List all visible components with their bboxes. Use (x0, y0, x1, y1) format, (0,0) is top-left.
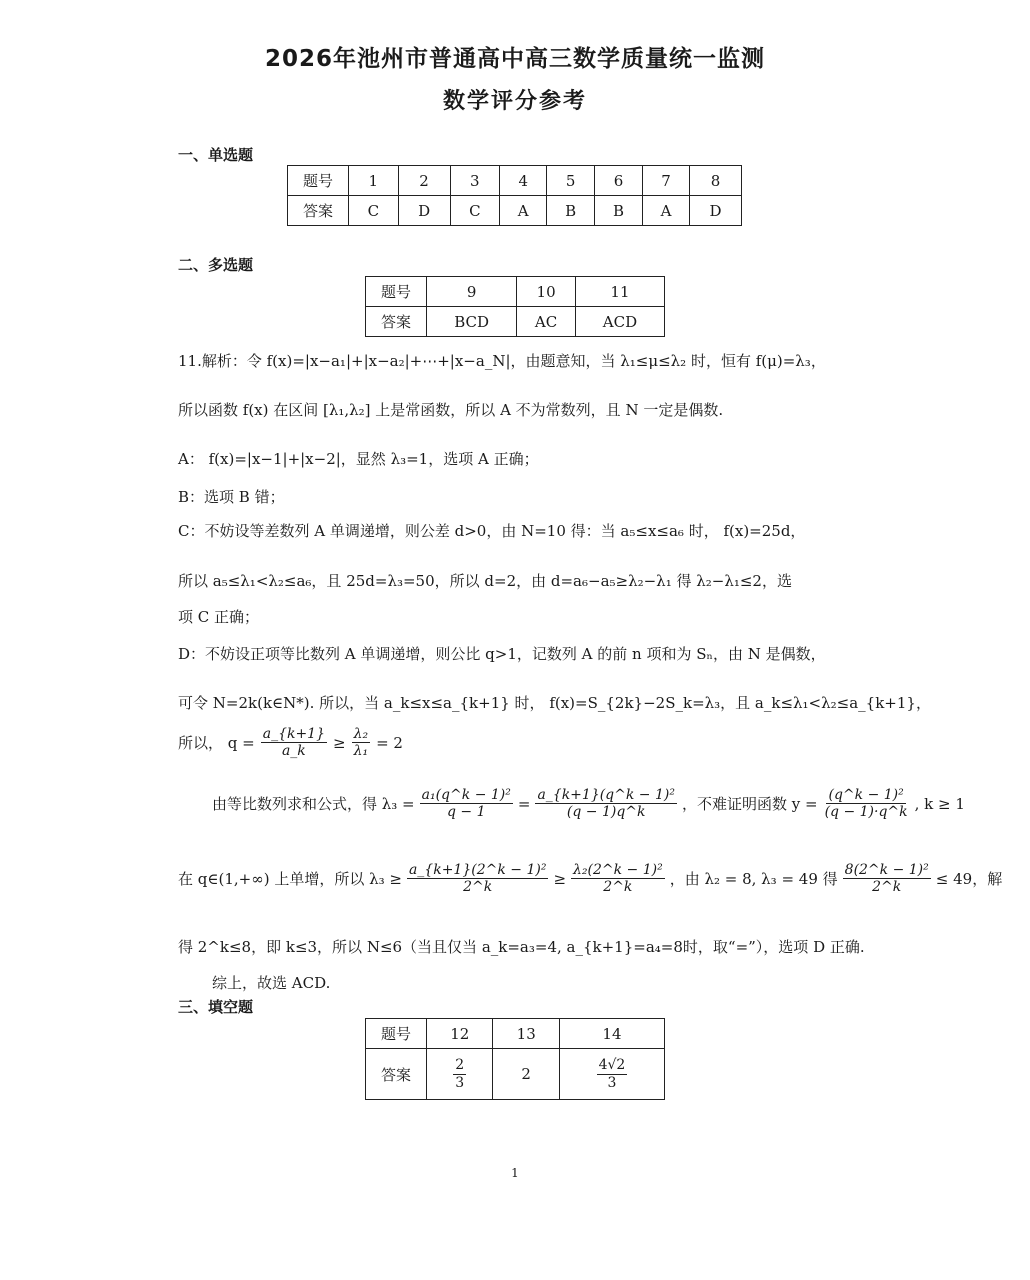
table-cell (427, 1049, 493, 1100)
table-cell: 题号 (366, 1019, 427, 1049)
solution-line-11 (212, 787, 965, 820)
table-row (366, 1019, 665, 1049)
table-row (366, 1049, 665, 1100)
fraction (261, 726, 327, 759)
fraction-numerator: a_{k+1}(2^k − 1)² (408, 862, 547, 878)
document-title: 2026年池州市普通高中高三数学质量统一监测 (264, 46, 765, 72)
table-cell: BCD (427, 307, 517, 337)
text: 所以， q = (178, 734, 255, 753)
table-cell: 5 (547, 166, 595, 196)
table-cell: C (450, 196, 500, 226)
text: ，不难证明函数 y = (681, 795, 818, 814)
text: ≤ 49，解 (935, 870, 1003, 889)
fraction (453, 1057, 466, 1090)
solution-line-14: 综上，故选 ACD. (212, 974, 331, 992)
solution-line-13: 得 2^k≤8，即 k≤3，所以 N≤6（当且仅当 a_k=a₃=4, a_{k+1}=a₄=8时，取“=”），选项 D 正确. (178, 938, 865, 956)
fraction-denominator: q − 1 (447, 804, 486, 821)
document-subtitle: 数学评分参考 (442, 89, 587, 114)
table-row (366, 277, 665, 307)
table-cell: 2 (493, 1049, 559, 1100)
table-cell: 13 (493, 1019, 559, 1049)
fraction-denominator: 2^k (603, 879, 633, 896)
table-cell: C (349, 196, 399, 226)
text: 在 q∈(1,+∞) 上单增，所以 λ₃ ≥ (178, 870, 402, 889)
table-row (288, 166, 742, 196)
table-cell: 题号 (288, 166, 349, 196)
section-heading-fill-in-blank: 三、填空题 (178, 998, 254, 1016)
fraction (597, 1057, 628, 1090)
fraction-denominator: λ₁ (353, 743, 369, 760)
fraction-denominator: (q − 1)·q^k (824, 804, 908, 821)
table-cell: 答案 (366, 1049, 427, 1100)
fraction (823, 787, 910, 820)
table-cell: D (690, 196, 742, 226)
fraction (407, 862, 548, 895)
table-cell: ACD (575, 307, 664, 337)
fraction (571, 862, 665, 895)
fraction (420, 787, 513, 820)
table-cell: 12 (427, 1019, 493, 1049)
table-cell: 1 (349, 166, 399, 196)
fraction (352, 726, 371, 759)
fraction-denominator: a_k (281, 743, 306, 760)
fraction (843, 862, 931, 895)
text: ≥ (553, 869, 567, 888)
solution-line-2: 所以函数 f(x) 在区间 [λ₁,λ₂] 上是常函数，所以 A 不为常数列，且 N 一定是偶数. (178, 401, 724, 419)
fraction-numerator: λ₂ (353, 726, 369, 742)
table-cell: 7 (642, 166, 689, 196)
single-choice-answer-table (287, 165, 742, 226)
fraction-denominator: 2^k (463, 879, 493, 896)
solution-line-10 (178, 726, 403, 759)
solution-line-1: 11.解析：令 f(x)=|x−a₁|+|x−a₂|+⋯+|x−a_N|，由题意知，当 λ₁≤μ≤λ₂ 时，恒有 f(μ)=λ₃， (178, 352, 826, 370)
text: ，由 λ₂ = 8, λ₃ = 49 得 (669, 870, 838, 889)
table-cell: AC (517, 307, 576, 337)
text: ≥ (333, 733, 346, 752)
fraction-numerator: a_{k+1}(q^k − 1)² (537, 787, 675, 803)
table-cell: 6 (595, 166, 643, 196)
fraction-numerator: a₁(q^k − 1)² (421, 787, 511, 803)
table-cell: 11 (575, 277, 664, 307)
table-cell: 14 (559, 1019, 664, 1049)
solution-line-8: D：不妨设正项等比数列 A 单调递增，则公比 q>1，记数列 A 的前 n 项和为 Sₙ，由 N 是偶数， (178, 645, 826, 663)
text: = 2 (376, 733, 403, 752)
fraction-denominator: 2^k (872, 879, 902, 896)
table-cell: A (642, 196, 689, 226)
section-heading-single-choice: 一、单选题 (178, 146, 254, 164)
solution-line-6: 所以 a₅≤λ₁<λ₂≤a₆，且 25d=λ₃=50，所以 d=2，由 d=a₆−a₅≥λ₂−λ₁ 得 λ₂−λ₁≤2，选 (178, 572, 792, 590)
solution-line-9: 可令 N=2k(k∈N*). 所以，当 a_k≤x≤a_{k+1} 时， f(x)=S_{2k}−2S_k=λ₃，且 a_k≤λ₁<λ₂≤a_{k+1}， (178, 694, 931, 712)
table-cell: 3 (450, 166, 500, 196)
table-cell: 2 (398, 166, 450, 196)
table-cell: 9 (427, 277, 517, 307)
multiple-choice-answer-table (365, 276, 665, 337)
fill-in-blank-answer-table (365, 1018, 665, 1100)
fraction-denominator: 3 (607, 1074, 617, 1091)
solution-line-3: A： f(x)=|x−1|+|x−2|，显然 λ₃=1，选项 A 正确； (178, 450, 539, 468)
solution-line-5: C：不妨设等差数列 A 单调递增，则公差 d>0，由 N=10 得：当 a₅≤x≤a₆ 时， f(x)=25d， (178, 522, 806, 540)
fraction-numerator: (q^k − 1)² (828, 787, 904, 803)
table-cell: 8 (690, 166, 742, 196)
fraction-numerator: 8(2^k − 1)² (844, 862, 929, 878)
fraction-denominator: 3 (455, 1074, 465, 1091)
text: 由等比数列求和公式，得 λ₃ = (212, 795, 415, 814)
fraction-numerator: λ₂(2^k − 1)² (573, 862, 663, 878)
text: = (517, 794, 531, 813)
text: , k ≥ 1 (914, 794, 965, 813)
table-row (366, 307, 665, 337)
section-heading-multiple-choice: 二、多选题 (178, 256, 254, 274)
solution-line-4: B：选项 B 错； (178, 488, 285, 506)
page-number: 1 (511, 1166, 519, 1180)
table-cell: A (500, 196, 547, 226)
fraction (535, 787, 677, 820)
solution-line-7: 项 C 正确； (178, 608, 260, 626)
fraction-numerator: a_{k+1} (262, 726, 326, 742)
table-cell: 题号 (366, 277, 427, 307)
table-row (288, 196, 742, 226)
table-cell: 答案 (366, 307, 427, 337)
fraction-denominator: (q − 1)q^k (566, 804, 646, 821)
fraction-numerator: 4√2 (598, 1057, 626, 1074)
table-cell: B (595, 196, 643, 226)
table-cell: 答案 (288, 196, 349, 226)
table-cell: 4 (500, 166, 547, 196)
table-cell: D (398, 196, 450, 226)
fraction-numerator: 2 (455, 1057, 465, 1074)
table-cell: 10 (517, 277, 576, 307)
table-cell: B (547, 196, 595, 226)
table-cell (559, 1049, 664, 1100)
solution-line-12 (178, 862, 1002, 895)
